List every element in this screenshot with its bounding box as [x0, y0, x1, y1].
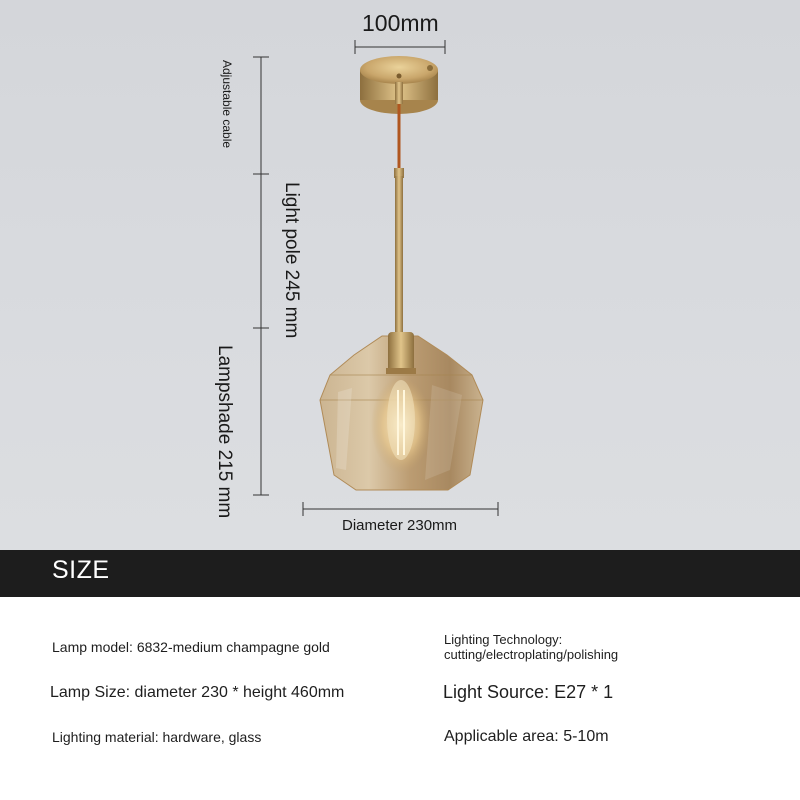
- glass-lampshade: [320, 332, 483, 490]
- pole-length-label: Light pole 245 mm: [281, 182, 302, 339]
- lampshade-height-label: Lampshade 215 mm: [214, 345, 235, 519]
- height-dimension-line: [253, 57, 269, 495]
- cable-length-label: Adjustable cable: [220, 60, 234, 149]
- spec-light-source: Light Source: E27 * 1: [443, 682, 614, 702]
- size-title: SIZE: [52, 556, 110, 584]
- diameter-label: Diameter 230mm: [342, 517, 458, 534]
- size-header-band: [0, 550, 800, 597]
- top-width-dimension: [355, 40, 445, 54]
- spec-tech-label: Lighting Technology:: [444, 632, 563, 647]
- spec-lighting-technology: [444, 632, 618, 662]
- spec-applicable-area: Applicable area: 5-10m: [444, 728, 609, 745]
- diameter-dimension: [303, 502, 498, 516]
- spec-tech-value: cutting/electroplating/polishing: [444, 647, 619, 662]
- spec-lamp-model: Lamp model: 6832-medium champagne gold: [52, 639, 330, 655]
- spec-material: Lighting material: hardware, glass: [52, 729, 262, 745]
- top-width-label: 100mm: [362, 10, 439, 36]
- spec-lamp-size: Lamp Size: diameter 230 * height 460mm: [50, 684, 345, 701]
- light-pole: [394, 168, 404, 334]
